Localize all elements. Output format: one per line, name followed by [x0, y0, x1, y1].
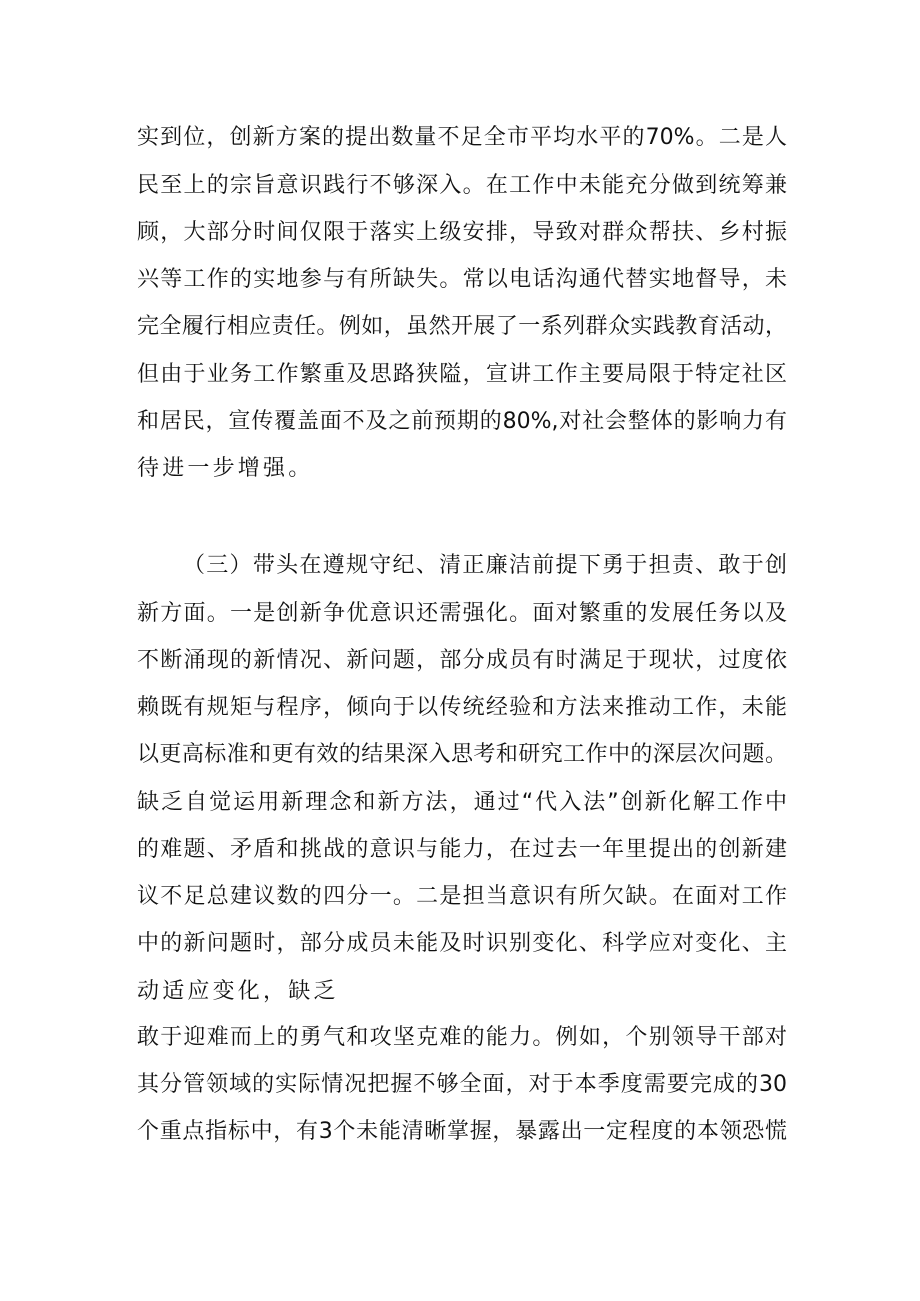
paragraph-2-line-8: 议不足总建议数的四分一。二是担当意识有所欠缺。在面对工作 [137, 884, 787, 909]
paragraph-1-line-4: 兴等工作的实地参与有所缺失。常以电话沟通代替实地督导，未 [137, 267, 787, 292]
paragraph-2-line-1: （三）带头在遵规守纪、清正廉洁前提下勇于担责、敢于创 [183, 553, 787, 578]
paragraph-2-line-2: 新方面。一是创新争优意识还需强化。面对繁重的发展任务以及 [137, 601, 787, 626]
paragraph-1-line-6: 但由于业务工作繁重及思路狭隘，宣讲工作主要局限于特定社区 [137, 362, 787, 387]
paragraph-2-line-5: 以更高标准和更有效的结果深入思考和研究工作中的深层次问题。 [137, 742, 787, 767]
paragraph-1-line-1: 实到位，创新方案的提出数量不足全市平均水平的70%。二是人 [137, 125, 787, 150]
paragraph-2-line-6: 缺乏自觉运用新理念和新方法，通过“代入法”创新化解工作中 [137, 790, 787, 815]
paragraph-2-line-12: 其分管领域的实际情况把握不够全面，对于本季度需要完成的30 [137, 1072, 787, 1097]
paragraph-2-line-3: 不断涌现的新情况、新问题，部分成员有时满足于现状，过度依 [137, 648, 787, 673]
paragraph-1-line-2: 民至上的宗旨意识践行不够深入。在工作中未能充分做到统筹兼 [137, 173, 787, 198]
paragraph-1-line-8: 待进一步增强。 [137, 456, 314, 481]
paragraph-1-line-7: 和居民，宣传覆盖面不及之前预期的80%,对社会整体的影响力有 [137, 409, 787, 434]
paragraph-1-line-3: 顾，大部分时间仅限于落实上级安排，导致对群众帮扶、乡村振 [137, 220, 787, 245]
paragraph-2-line-10: 动适应变化，缺乏 [137, 979, 339, 1004]
paragraph-2-line-13: 个重点指标中，有3个未能清晰掌握，暴露出一定程度的本领恐慌 [137, 1119, 787, 1144]
paragraph-2-line-11: 敢于迎难而上的勇气和攻坚克难的能力。例如，个别领导干部对 [137, 1025, 787, 1050]
paragraph-2-line-9: 中的新问题时，部分成员未能及时识别变化、科学应对变化、主 [137, 931, 787, 956]
paragraph-2-line-7: 的难题、矛盾和挑战的意识与能力，在过去一年里提出的创新建 [137, 837, 787, 862]
paragraph-1-line-5: 完全履行相应责任。例如，虽然开展了一系列群众实践教育活动， [137, 314, 787, 339]
paragraph-2-line-4: 赖既有规矩与程序，倾向于以传统经验和方法来推动工作，未能 [137, 695, 787, 720]
